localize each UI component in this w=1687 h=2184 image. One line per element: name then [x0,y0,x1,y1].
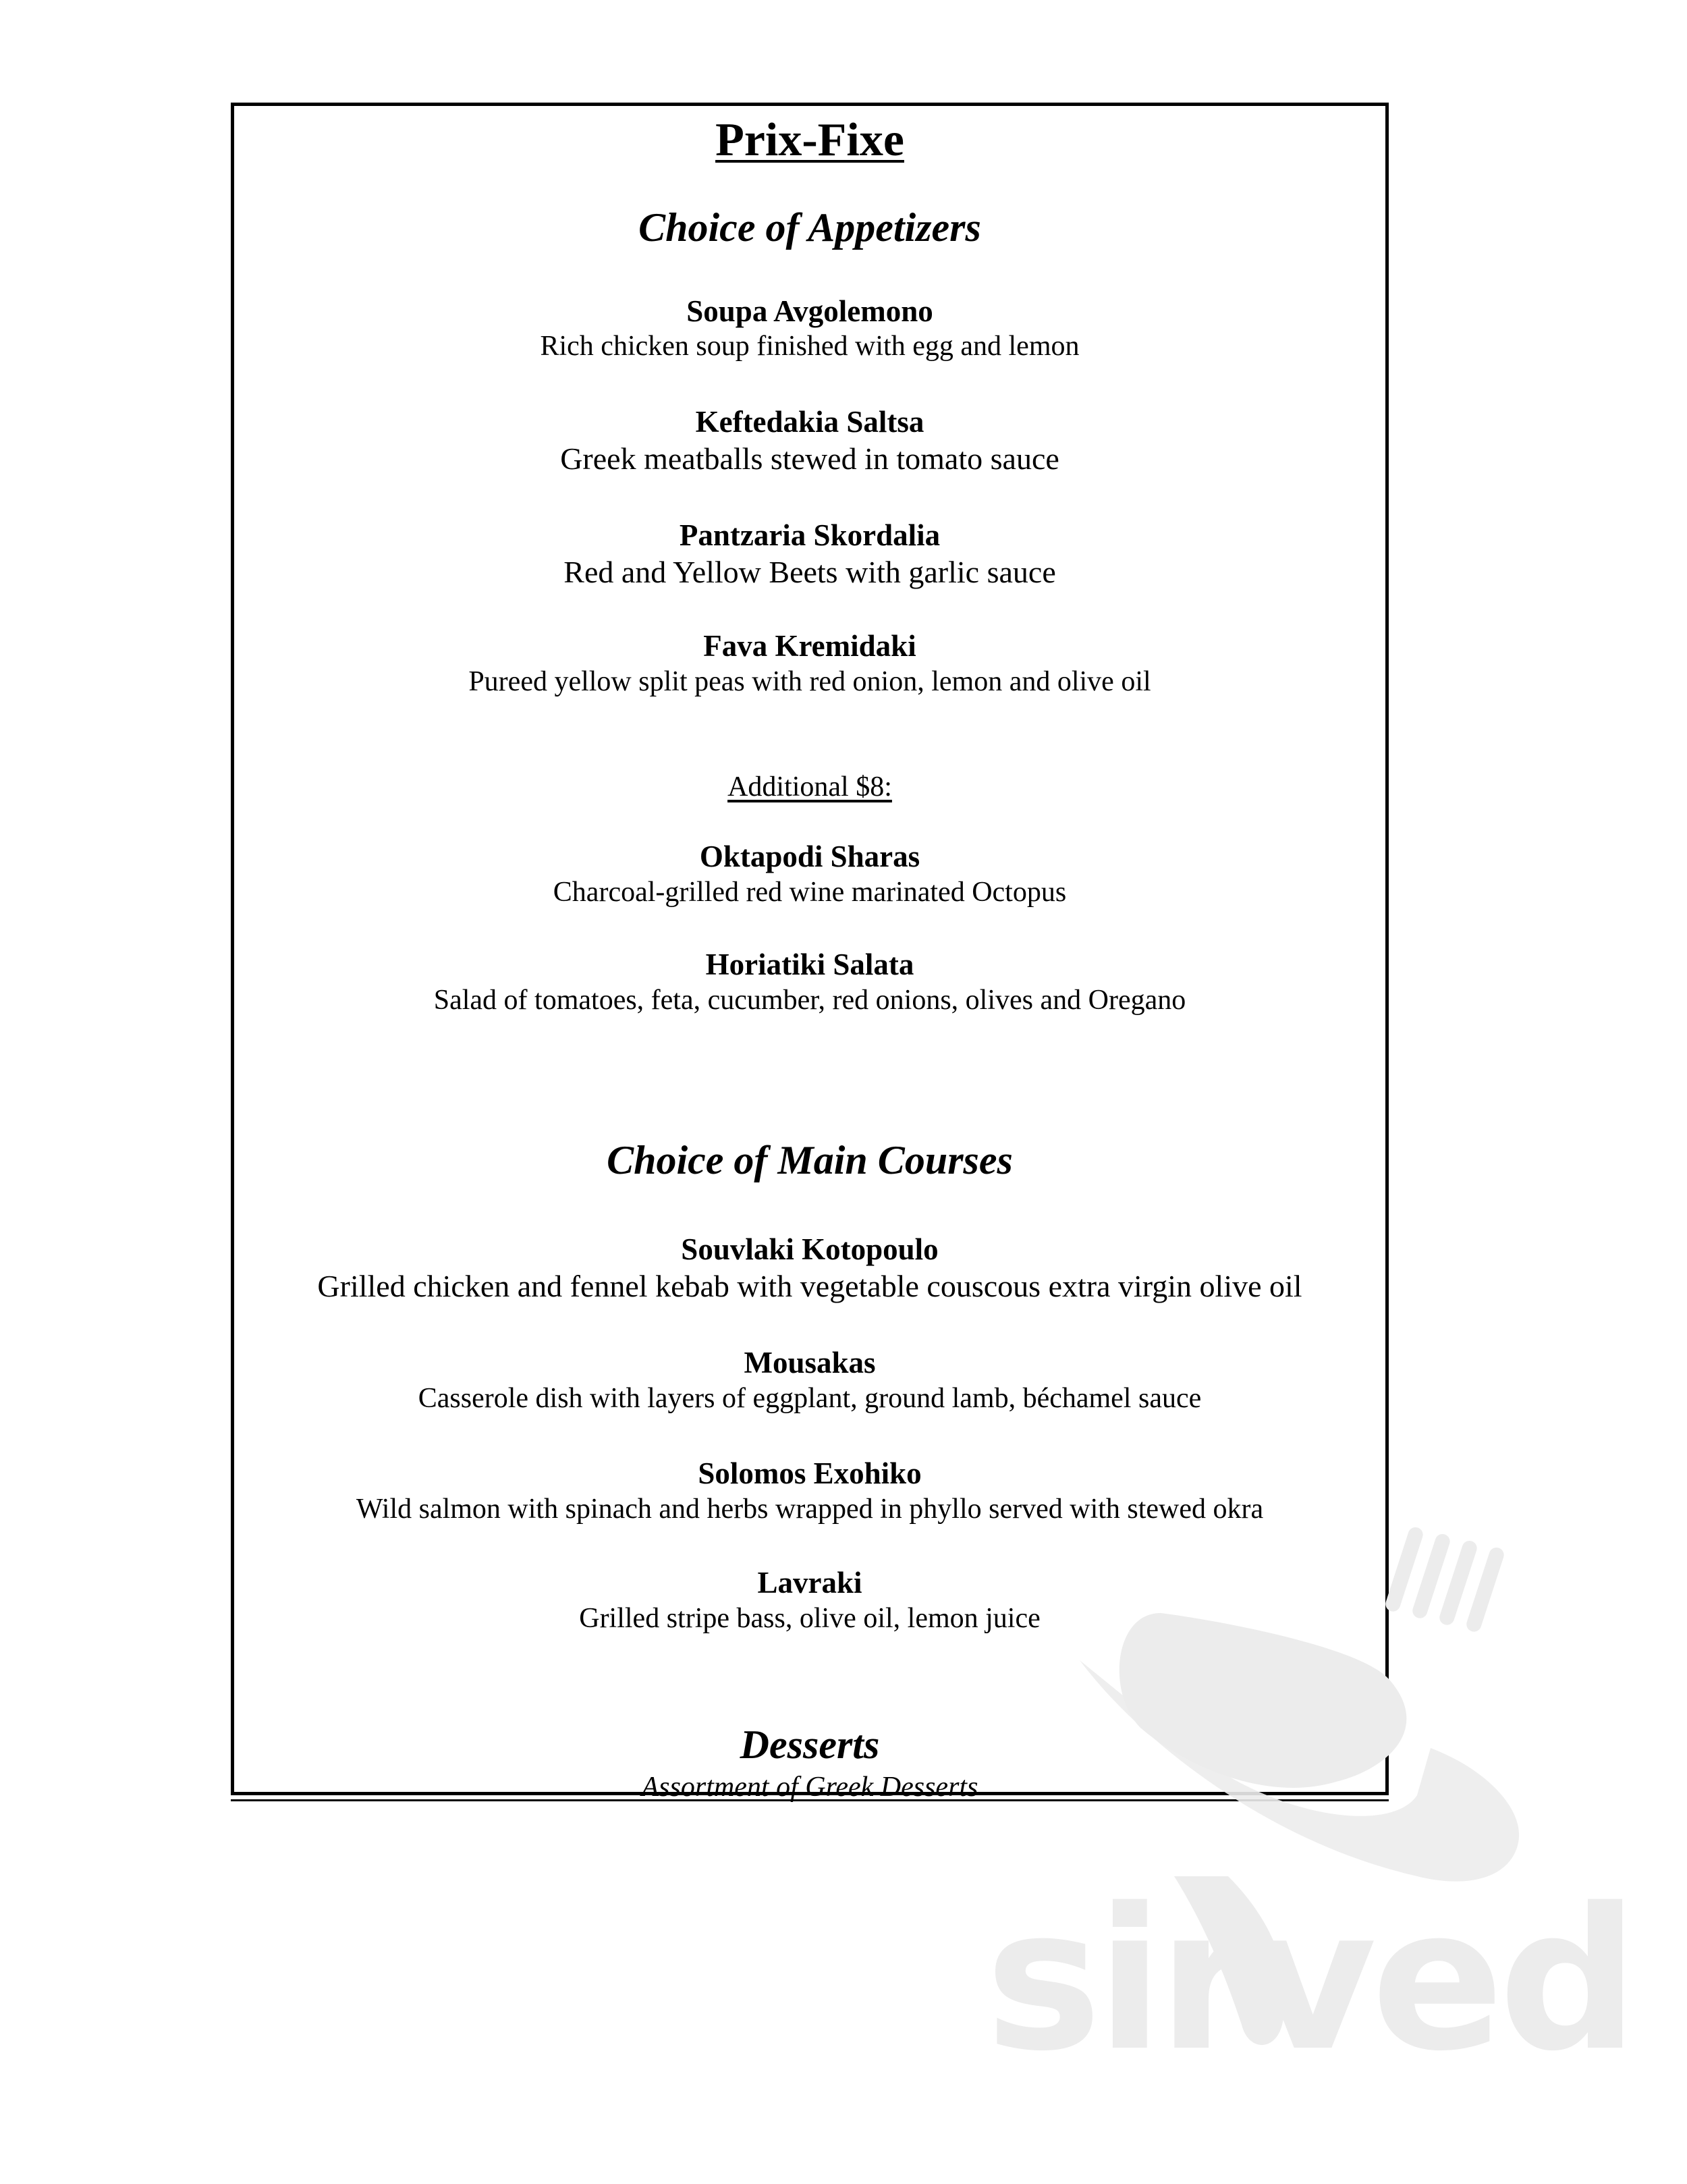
desserts-description: Assortment of Greek Desserts [641,1772,978,1803]
appetizer-description: Red and Yellow Beets with garlic sauce [563,555,1056,589]
mains-heading: Choice of Main Courses [607,1138,1013,1182]
appetizer-name: Keftedakia Saltsa [695,405,924,439]
appetizer-description: Pureed yellow split peas with red onion, lemon and olive oil [468,666,1151,697]
main-course-description: Wild salmon with spinach and herbs wrapped in phyllo served with stewed okra [356,1494,1264,1525]
appetizer-name: Fava Kremidaki [703,629,916,663]
main-course-name: Souvlaki Kotopoulo [681,1232,939,1266]
additional-appetizer-description: Charcoal-grilled red wine marinated Octopus [553,877,1067,908]
appetizer-name: Soupa Avgolemono [686,294,933,328]
additional-charge-label: Additional $8: [727,771,892,802]
desserts-heading: Desserts [740,1722,880,1767]
main-course-description: Grilled stripe bass, olive oil, lemon juice [579,1603,1041,1634]
menu-title: Prix-Fixe [715,114,904,166]
appetizers-heading: Choice of Appetizers [638,205,981,250]
additional-appetizer-name: Oktapodi Sharas [699,840,920,873]
main-course-description: Grilled chicken and fennel kebab with vegetable couscous extra virgin olive oil [317,1269,1302,1303]
additional-appetizer-name: Horiatiki Salata [705,948,914,981]
appetizer-description: Greek meatballs stewed in tomato sauce [560,441,1059,476]
appetizer-description: Rich chicken soup finished with egg and lemon [540,331,1080,362]
main-course-name: Lavraki [757,1566,862,1600]
additional-appetizer-description: Salad of tomatoes, feta, cucumber, red onions, olives and Oregano [433,985,1186,1016]
watermark-wordmark: sirved [985,1867,1634,2094]
appetizer-name: Pantzaria Skordalia [679,518,941,552]
main-course-name: Solomos Exohiko [698,1456,922,1490]
main-course-description: Casserole dish with layers of eggplant, ground lamb, béchamel sauce [418,1383,1202,1414]
main-course-name: Mousakas [744,1346,876,1380]
